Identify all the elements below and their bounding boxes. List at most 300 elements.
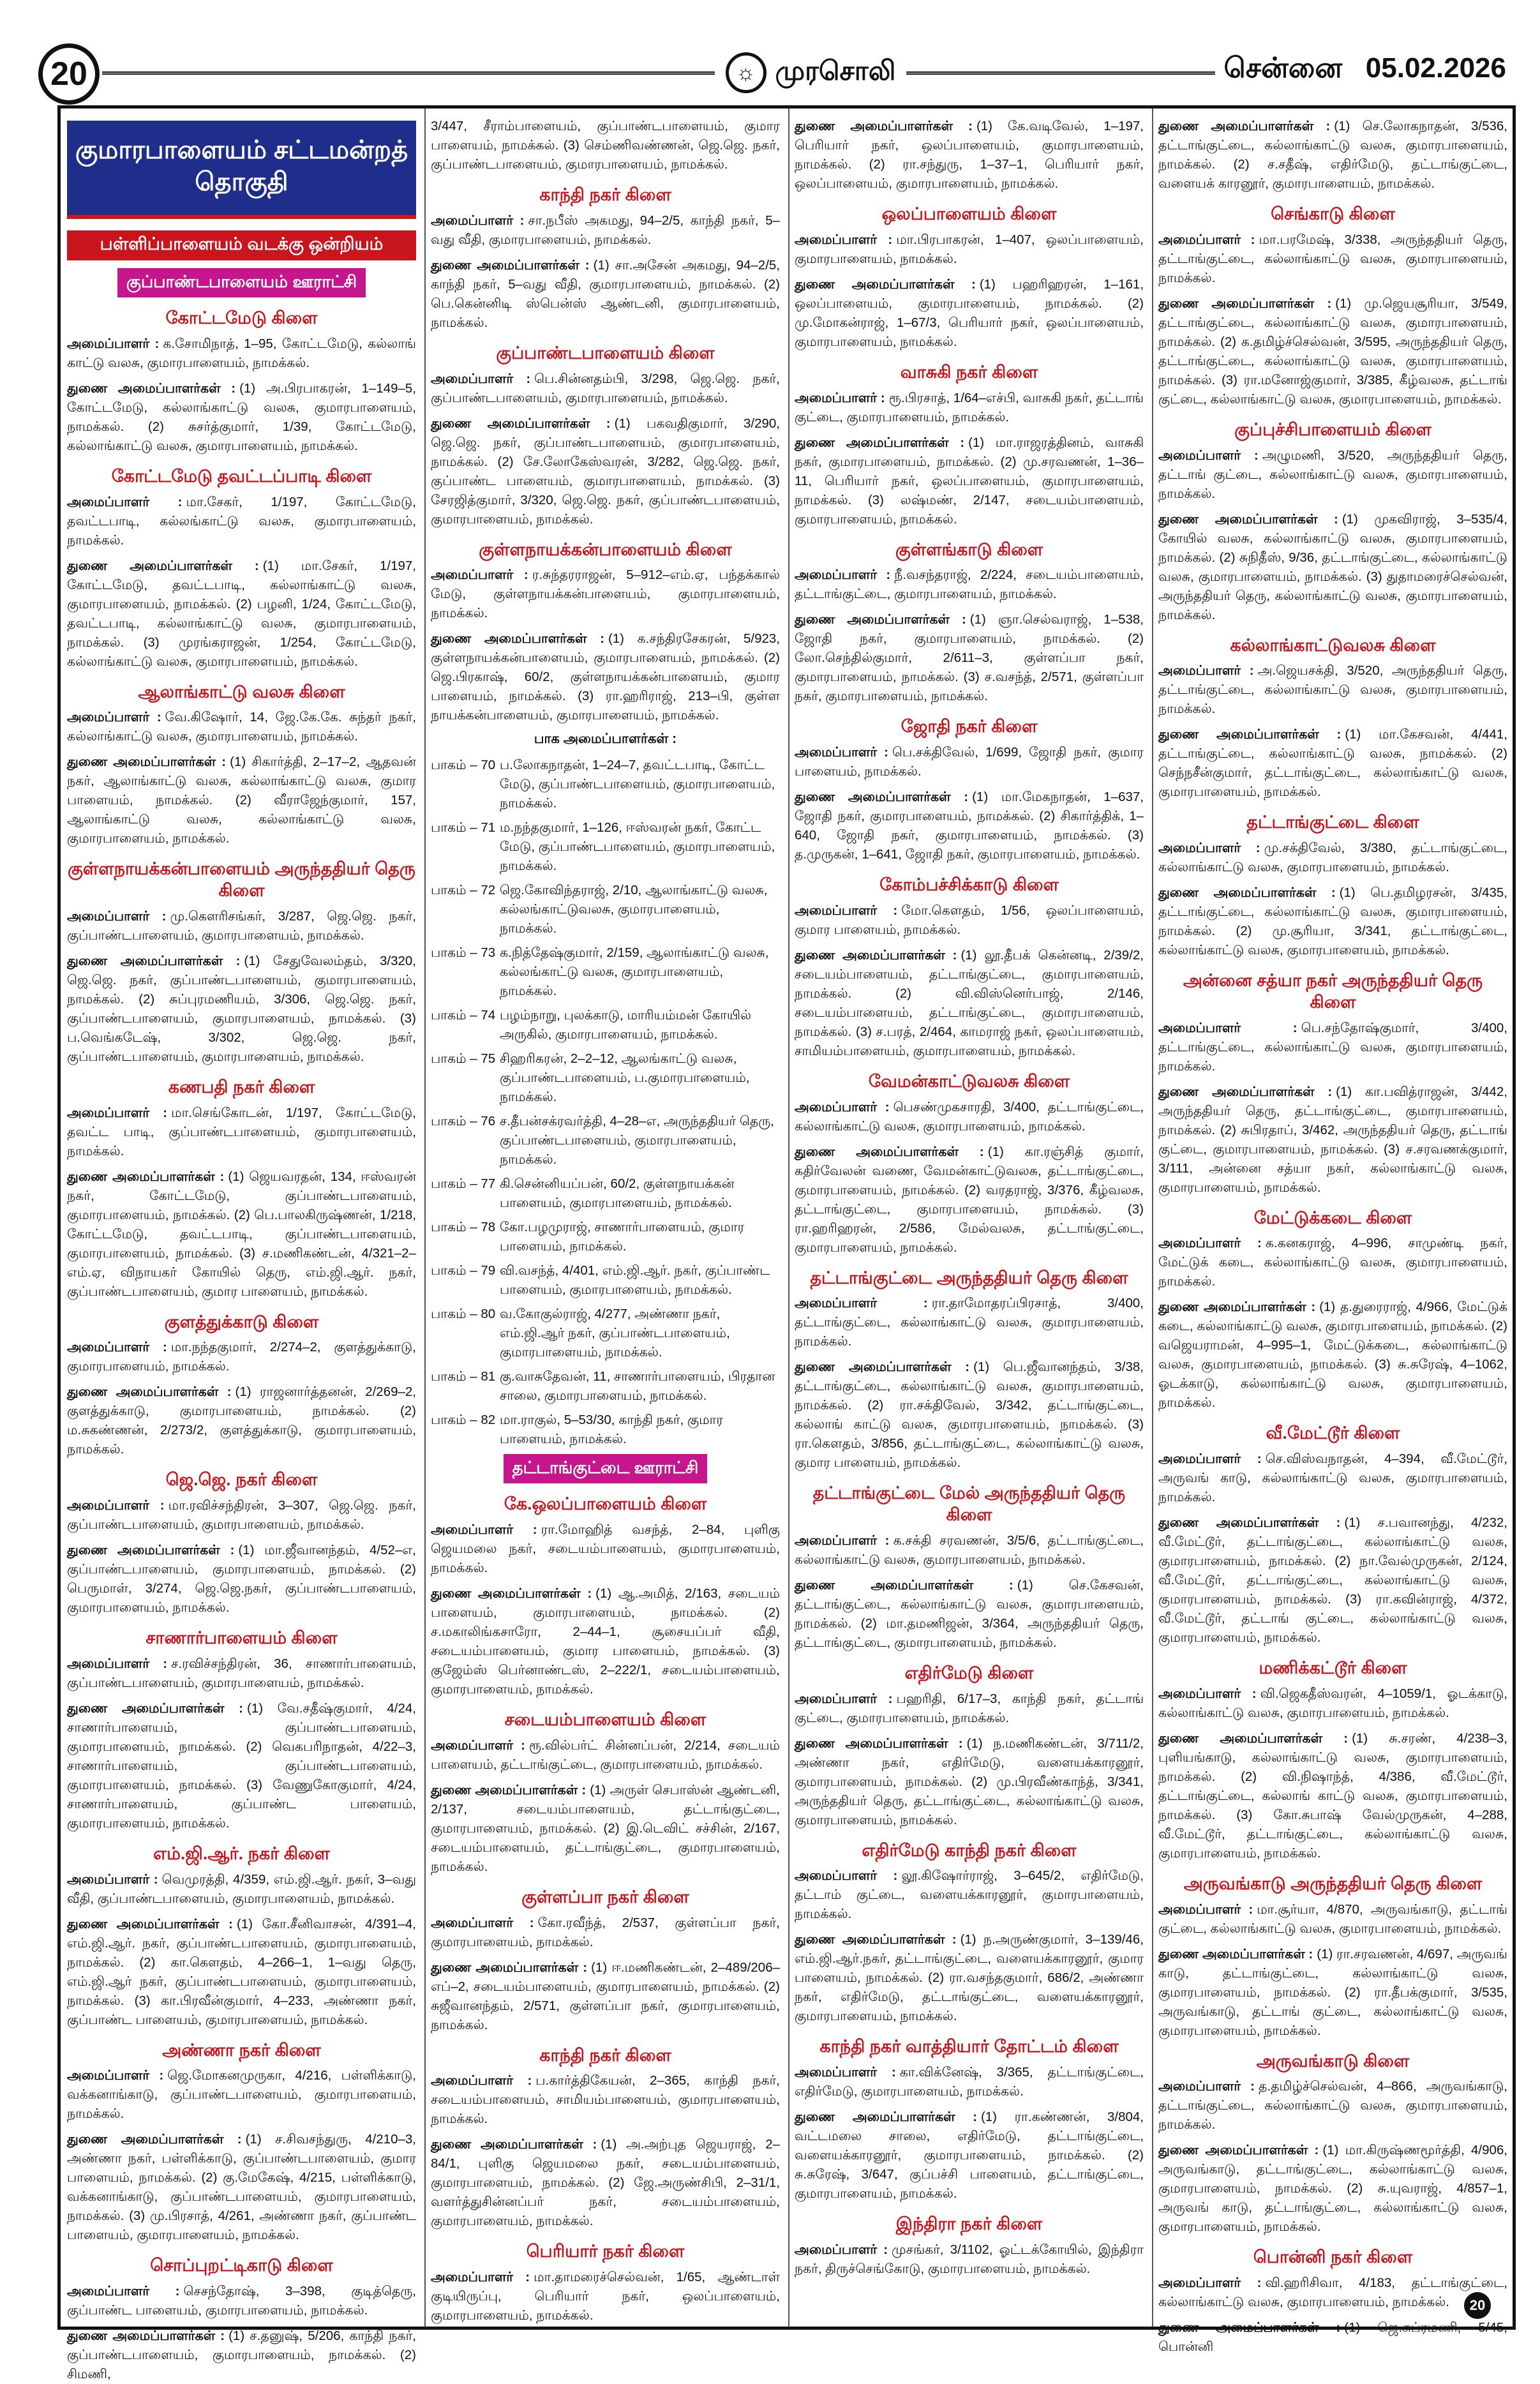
ward-number: பாகம் – 72 bbox=[431, 883, 496, 898]
panchayat-heading: குப்பாண்டபாளையம் ஊராட்சி bbox=[117, 268, 366, 297]
branch-section bbox=[795, 539, 1144, 707]
member-details: ப.கார்த்திகேயன், 2–365, காந்தி நகர், சடையம்பாளையம், சாமியம்பாளையம், குமாரபாளையம், நாமக்கல். bbox=[431, 2073, 780, 2127]
member-entry bbox=[67, 2327, 416, 2384]
ward-number: பாகம் – 71 bbox=[431, 820, 496, 836]
member-details: (1) கா.பவித்ராஜன், 3/442, அருந்ததியர் தெரு, தட்டாங்குட்டை, குமாரபாளையம், நாமக்கல். (2) சுபிரதாப், 3/462, அருந்ததியர் தெரு, தட்டாங் குட்டை, குமாரபாளையம், நாமக்கல். (3) ச.சரவணக்குமார், 3/111, அன்னை சத்யா நகர், கல்லாங்காட்டு வலசு, குமாரபாளையம், நாமக்கல். bbox=[1158, 1084, 1507, 1195]
role-label: துணை அமைப்பாளர்கள் : bbox=[1158, 1946, 1313, 1961]
role-label: துணை அமைப்பாளர்கள் : bbox=[795, 1577, 1013, 1593]
masthead-rule-right bbox=[906, 71, 1264, 75]
member-details: க.சக்தி சரவணன், 3/5/6, தட்டாங்குட்டை, கல்லாங்காட்டு வலசு, குமாரபாளையம், நாமக்கல். bbox=[795, 1533, 1144, 1567]
branch-section bbox=[795, 716, 1144, 864]
member-entry bbox=[1158, 1450, 1507, 1507]
ward-number: பாகம் – 79 bbox=[431, 1263, 496, 1278]
role-label: துணை அமைப்பாளர்கள் : bbox=[67, 1169, 225, 1184]
ward-row bbox=[431, 881, 780, 938]
ward-heading: பாக அமைப்பாளர்கள் : bbox=[534, 731, 677, 747]
member-entry bbox=[795, 946, 1144, 1061]
ward-organiser: மா.ராகுல், 5–53/30, காந்தி நகர், குமார பாளையம், நாமக்கல். bbox=[500, 1413, 723, 1447]
branch-section bbox=[67, 2040, 416, 2245]
role-label: அமைப்பாளர் : bbox=[1158, 2275, 1262, 2290]
member-entry bbox=[795, 788, 1144, 864]
member-details: மு.சக்திவேல், 3/380, தட்டாங்குட்டை, கல்லாங்காட்டு வலசு, குமாரபாளையம், நாமக்கல். bbox=[1158, 841, 1507, 874]
member-entry bbox=[1158, 294, 1507, 409]
role-label: அமைப்பாளர் : bbox=[67, 1656, 168, 1671]
member-details: (1) த.துரைராஜ், 4/966, மேட்டுக் கடை, கல்லாங்காட்டு வலசு, குமாரபாளையம், நாமக்கல். (2) வஜெயராமன், 4–995–1, மேட்டுக்கடை, கல்லாங்காட்டு வலசு, குமாரபாளையம், நாமக்கல். (3) சு.சுரேஷ், 4–1062, ஓடக்காடு, கல்லாங்காட்டு வலசு, குமாரபாளையம், நாமக்கல். bbox=[1158, 1300, 1507, 1411]
ward-number: பாகம் – 75 bbox=[431, 1051, 496, 1067]
branch-section bbox=[1158, 1658, 1507, 1863]
member-entry bbox=[67, 2066, 416, 2124]
branch-section bbox=[431, 184, 780, 333]
role-label: அமைப்பாளர் : bbox=[795, 2242, 888, 2257]
ward-row bbox=[431, 1174, 780, 1213]
role-label: அமைப்பாளர் : bbox=[431, 213, 525, 228]
ward-organiser: சிஹரிகரன், 2–2–12, ஆலங்காட்டு வலசு, குப்பாண்டபாளையம், ப.குமாரபாளையம், நாமக்கல். bbox=[500, 1051, 750, 1105]
branch-title: மணிக்கட்டூர் கிளை bbox=[1259, 1658, 1407, 1677]
member-details: (1) அருள் செபாஸ்ன் ஆண்டனி, 2/137, சடையம்பாளையம், தட்டாங்குட்டை, குமாரபாளையம், நாமக்கல். (2) இ.டெவிட் சச்சின், 2/167, சடையம்பாளையம், தட்டாங்குட்டை, குமாரபாளையம், நாமக்கல். bbox=[431, 1782, 780, 1874]
role-label: அமைப்பாளர் : bbox=[1158, 1020, 1297, 1035]
branch-section bbox=[67, 1843, 416, 2030]
member-entry bbox=[795, 1734, 1144, 1830]
member-entry bbox=[1158, 1729, 1507, 1863]
member-details: (1) கா.ரஞ்சித் குமார், கதிர்வேலன் வணை, வேமன்காட்டுவலசு, தட்டாங்குட்டை, குமாரபாளையம், நாமக்கல். (2) வரதராஜ், 3/376, கீழ்வலசு, தட்டாங்குட்டை, குமாரபாளையம், நாமக்கல். (3) ரா.ஹரிஹரன், 2/586, மேல்வலசு, தட்டாங்குட்டை, குமாரபாளையம், நாமக்கல். bbox=[795, 1144, 1144, 1255]
member-entry bbox=[67, 907, 416, 945]
role-label: அமைப்பாளர் : bbox=[67, 1340, 167, 1355]
role-label: துணை அமைப்பாளர்கள் : bbox=[1158, 1084, 1333, 1099]
role-label: துணை அமைப்பாளர்கள் : bbox=[795, 612, 966, 627]
member-entry bbox=[431, 629, 780, 725]
role-label: துணை அமைப்பாளர்கள் : bbox=[795, 790, 969, 804]
column-4 bbox=[1152, 112, 1511, 2354]
branch-title: காந்தி நகர் வாத்தியார் தோட்டம் கிளை bbox=[819, 2037, 1119, 2057]
role-label: அமைப்பாளர் : bbox=[1158, 1686, 1257, 1701]
branch-title: குள்ளநாயக்கன்பாளையம் அருந்ததியர் தெரு கிளை bbox=[68, 859, 415, 900]
role-label: அமைப்பாளர் : bbox=[67, 1105, 168, 1120]
ward-organiser: ச.தீபன்சக்ரவர்த்தி, 4–28–எ, அருந்ததியர் தெரு, குப்பாண்டபாளையம், குமாரபாளையம், நாமக்கல். bbox=[500, 1114, 774, 1167]
ward-organiser: ஜெ.கோவிந்தராஜ், 2/10, ஆலாங்காட்டு வலசு, கல்லங்காட்டுவலசு, குமாரபாளையம், நாமக்கல். bbox=[500, 883, 768, 936]
branch-section bbox=[67, 308, 416, 456]
role-label: துணை அமைப்பாளர்கள் : bbox=[1158, 1730, 1349, 1746]
member-details: ரா.தாமோதரப்பிரசாத், 3/400, தட்டாங்குட்டை, கல்லாங்காட்டு வலசு, குமாரபாளையம், நாமக்கல். bbox=[795, 1296, 1144, 1349]
role-label: துணை அமைப்பாளர்கள் : bbox=[1158, 119, 1331, 133]
branch-section bbox=[795, 1268, 1144, 1473]
role-label: அமைப்பாளர் : bbox=[1158, 1451, 1262, 1466]
ward-organiser: ப.லோகநாதன், 1–24–7, தவட்டபாடி, கோட்ட மேடு, குப்பாண்டபாளையம், குமாரபாளையம், நாமக்கல். bbox=[500, 758, 775, 811]
ward-organiser: கு.வாசுதேவன், 11, சாணார்பாளையம், பிரதான சாலை, குமாரபாளையம், நாமக்கல். bbox=[500, 1369, 775, 1404]
role-label: துணை அமைப்பாளர்கள் : bbox=[795, 1360, 970, 1375]
member-details: (1) ரா.கண்ணன், 3/804, வட்டமலை சாலை, எதிர்மேடு, தட்டாங்குட்டை, வளையக்காரனூர், குமாரபாளையம், நாமக்கல். (2) சு.சுரேஷ், 3/647, குப்பச்சி பாளையம், தட்டாங்குட்டை, குமாரபாளையம், நாமக்கல். bbox=[795, 2110, 1144, 2201]
member-entry bbox=[67, 1699, 416, 1833]
ward-organiser: கி.சென்னியப்பன், 60/2, குள்ளநாயக்கன் பாளையம், குமாரபாளையம், நாமக்கல். bbox=[500, 1176, 735, 1211]
member-details: (1) மா.ராஜரத்தினம், வாசுகி நகர், குமாரபாளையம், நாமக்கல். (2) மு.சரவணன், 1–36–11, பெரியார் நகர், ஒலப்பாளையம், குமாரபாளையம், நாமக்கல். (3) லஷ்மண், 2/147, சடையம்பாளையம், குமாரபாளையம், நாமக்கல். bbox=[795, 435, 1144, 527]
branch-section bbox=[431, 1709, 780, 1877]
role-label: அமைப்பாளர் : bbox=[1158, 1901, 1253, 1917]
role-label: துணை அமைப்பாளர்கள் : bbox=[431, 257, 590, 273]
role-label: அமைப்பாளர் : bbox=[431, 2073, 532, 2088]
branch-title: கோம்பச்சிக்காடு கிளை bbox=[879, 875, 1059, 894]
member-entry bbox=[431, 211, 780, 250]
ward-organiser: வ.கோகுல்ராஜ், 4/277, அண்ணா நகர், எம்.ஜி.ஆர் நகர், குப்பாண்டபாளையம், குமாரபாளையம், நாமக்கல். bbox=[500, 1307, 730, 1360]
role-label: அமைப்பாளர் : bbox=[795, 1691, 893, 1706]
newspaper-logo bbox=[715, 47, 906, 98]
role-label: அமைப்பாளர் : bbox=[795, 1296, 928, 1311]
member-entry bbox=[1158, 1234, 1507, 1291]
role-label: அமைப்பாளர் : bbox=[795, 567, 891, 583]
branch-section bbox=[795, 1663, 1144, 1830]
role-label: துணை அமைப்பாளர்கள் : bbox=[67, 1543, 235, 1557]
member-details: ரூ.வில்பர்ட் சின்னப்பன், 2/214, சடையம் பாளையம், தட்டாங்குட்டை, குமாரபாளையம், நாமக்கல். bbox=[431, 1737, 780, 1772]
role-label: துணை அமைப்பாளர்கள் : bbox=[795, 435, 965, 450]
member-entry bbox=[1158, 1019, 1507, 1076]
role-label: அமைப்பாளர் : bbox=[1158, 232, 1255, 247]
role-label: அமைப்பாளர் : bbox=[795, 1099, 890, 1114]
branch-section bbox=[431, 2241, 780, 2325]
role-label: அமைப்பாளர் : bbox=[431, 2270, 530, 2284]
member-entry bbox=[431, 1781, 780, 1877]
member-details: (1) செ.லோகநாதன், 3/536, தட்டாங்குட்டை, கல்லாங்காட்டு வலசு, குமாரபாளையம், நாமக்கல். (2) ச.சதீஷ், எதிர்மேடு, தட்டாங்குட்டை, வளையக் காரனூர், குமாரபாளையம், நாமக்கல். bbox=[1158, 119, 1507, 191]
branch-title: எம்.ஜி.ஆர். நகர் கிளை bbox=[153, 1843, 330, 1863]
member-details: (1) அ.பிரபாகரன், 1–149–5, கோட்டமேடு, கல்லாங்காட்டு வலசு, குமாரபாளையம், நாமக்கல். (2) சுசர்த்குமார், 1/39, கோட்டமேடு, கல்லாங்காட்டு வலசு, குமாரபாளையம், நாமக்கல். bbox=[67, 380, 416, 453]
member-entry bbox=[1158, 510, 1507, 625]
member-details: (1) மா.ஜீவானந்தம், 4/52–எ, குப்பாண்டபாளையம், குமாரபாளையம், நாமக்கல். (2) பெருமாள், 3/274, ஜெ.ஜெ.நகர், குப்பாண்டபாளையம், குமாரபாளையம், நாமக்கல். bbox=[67, 1543, 416, 1615]
dateline bbox=[1215, 52, 1507, 88]
member-details: (1) வே.சதீஷ்குமார், 4/24, சாணார்பாளையம், குப்பாண்டபாளையம், குமாரபாளையம், நாமக்கல். (2) வெகபரிநாதன், 4/22–3, சாணார்பாளையம், குப்பாண்டபாளையம், குமாரபாளையம், நாமக்கல். (3) வேணுகோகுமார், 4/24, சாணார்பாளையம், குப்பாண்ட பாளையம், குமாரபாளையம், நாமக்கல். bbox=[67, 1700, 416, 1831]
branch-section bbox=[1158, 635, 1507, 802]
role-label: துணை அமைப்பாளர்கள் : bbox=[795, 1932, 957, 1947]
role-label: துணை அமைப்பாளர்கள் : bbox=[795, 276, 976, 292]
member-details: (1) ஜெ.சுப்ரமணி, 5/45, பொன்னி bbox=[1158, 2320, 1508, 2354]
member-details: ச.ரவிச்சந்திரன், 36, சாணார்பாளையம், குப்பாண்டபாளையம், குமாரபாளையம், நாமக்கல். bbox=[67, 1656, 416, 1690]
branch-title: சொப்புறட்டிகாடு கிளை bbox=[150, 2256, 333, 2275]
member-details: ஜெ.மோகனமுருகா, 4/216, பள்ளிக்காடு, வக்கனாங்காடு, குப்பாண்டபாளையம், குமாரபாளையம், நாமக்கல். bbox=[67, 2068, 416, 2122]
role-label: அமைப்பாளர் : bbox=[67, 336, 160, 351]
member-details: (1) சா.அசேன் அகமது, 94–2/5, காந்தி நகர், 5–வது வீதி, குமாரபாளையம், நாமக்கல். (2) பெ.கென்னிடி ஸ்பென்ஸ் ஆண்டனி, குமாரபாளையம், நாமக்கல். bbox=[431, 257, 780, 330]
branch-section bbox=[67, 2255, 416, 2384]
member-details: (1) ஈ.மணிகண்டன், 2–489/206–எப்–2, சடையம்பாளையம், குமாரபாளையம், நாமக்கல். (2) சுஜீவானந்தம், 2/571, குள்ளப்பா நகர், குமாரபாளையம், நாமக்கல். bbox=[431, 1960, 780, 2032]
member-entry bbox=[1158, 1083, 1507, 1197]
role-label: துணை அமைப்பாளர்கள் : bbox=[67, 380, 236, 396]
member-details: அ.ஜெயசக்தி, 3/520, அருந்ததியர் தெரு, தட்டாங்குட்டை, கல்லாங்காட்டு வலசு, குமாரபாளையம், நாமக்கல். bbox=[1158, 663, 1507, 717]
role-label: அமைப்பாளர் : bbox=[1158, 2079, 1255, 2094]
role-label: துணை அமைப்பாளர்கள் : bbox=[431, 1960, 588, 1975]
member-details: (1) ச.தனுஷ், 5/206, காந்தி நகர், குப்பாண்டபாளையம், குமாரபாளையம், நாமக்கல். (2) சிமணி, bbox=[67, 2328, 416, 2381]
member-entry bbox=[795, 2240, 1144, 2279]
role-label: துணை அமைப்பாளர்கள் : bbox=[795, 119, 973, 133]
member-details: முசங்கர், 3/1102, ஓட்டக்கோயில், இந்திரா நகர், திருச்செங்கோடு, குமாரபாளையம், நாமக்கல். bbox=[795, 2242, 1144, 2276]
role-label: அமைப்பாளர் : bbox=[431, 567, 528, 583]
member-details: க.கனகராஜ், 4–996, சாமுண்டி நகர், மேட்டுக் கடை, கல்லாங்காட்டு வலசு, குமாரபாளையம், நாமக்கல். bbox=[1158, 1236, 1507, 1289]
member-entry bbox=[795, 1294, 1144, 1351]
branch-section bbox=[1158, 2051, 1507, 2237]
branch-title: தட்டாங்குட்டை மேல் அருந்ததியர் தெரு கிளை bbox=[812, 1483, 1126, 1524]
member-details: த.தமிழ்ச்செல்வன், 4–866, அருவங்காடு, தட்டாங்குட்டை, கல்லாங்காட்டு வலசு, குமாரபாளையம், நாமக்கல். bbox=[1158, 2079, 1507, 2133]
member-details: (1) செ.கேசவன், தட்டாங்குட்டை, கல்லாங்காட்டு வலசு, குமாரபாளையம், நாமக்கல். (2) மா.தமணிஜன், 3/364, அருந்ததியர் தெரு, தட்டாங்குட்டை, குமாரபாளையம், நாமக்கல். bbox=[795, 1577, 1144, 1650]
branch-title: எதிர்மேடு காந்தி நகர் கிளை bbox=[862, 1840, 1077, 1860]
member-entry bbox=[431, 2268, 780, 2325]
member-details: (1) ஆ.அமித், 2/163, சடையம் பாளையம், குமாரபாளையம், நாமக்கல். (2) ச.மகாலிங்கசாரோ, 2–44–1, சூசையப்பர் வீதி, சடையம்பாளையம், குமார பாளையம், நாமக்கல். (3) குஜேம்ஸ் பெர்னாண்டஸ், 2–222/1, சடையம்பாளையம், குமாரபாளையம், நாமக்கல். bbox=[431, 1586, 780, 1697]
branch-section bbox=[1158, 419, 1507, 625]
member-details: மு.கௌரிசங்கர், 3/287, ஜெ.ஜெ. நகர், குப்பாண்டபாளையம், குமாரபாளையம், நாமக்கல். bbox=[67, 908, 416, 943]
member-entry bbox=[431, 566, 780, 623]
member-details: (1) கோ.சீனிவாசன், 4/391–4, எம்.ஜி.ஆர். நகர், குப்பாண்டபாளையம், குமாரபாளையம், நாமக்கல். (2) கா.கௌதம், 4–266–1, 1–வது தெரு, எம்.ஜி.ஆர் நகர், குப்பாண்டபாளையம், குமாரபாளையம், நாமக்கல். (3) கா.பிரவீன்குமார், 4–233, அண்ணா நகர், குப்பாண்ட பாளையம், குமாரபாளையம், நாமக்கல். bbox=[67, 1916, 416, 2027]
member-entry bbox=[795, 1531, 1144, 1570]
role-label: துணை அமைப்பாளர்கள் : bbox=[67, 953, 241, 968]
member-details: (1) பெ.ஜீவானந்தம், 3/38, தட்டாங்குட்டை, கல்லாங்காட்டு வலசு, குமாரபாளையம், நாமக்கல். (2) ரா.சக்திவேல், 3/342, தட்டாங்குட்டை, கல்லாங் காட்டு வலசு, குமாரபாளையம், நாமக்கல். (3) ரா.கௌதம், 3/856, தட்டாங்குட்டை, கல்லாங்காட்டு வலசு, குமார பாளையம், நாமக்கல். bbox=[795, 1360, 1144, 1471]
member-entry bbox=[795, 389, 1144, 427]
branch-title: அன்னை சத்யா நகர் அருந்ததியர் தெரு கிளை bbox=[1183, 971, 1483, 1012]
role-label: துணை அமைப்பாளர்கள் : bbox=[431, 2137, 597, 2152]
member-details: (1) ந.மணிகண்டன், 3/711/2, அண்ணா நகர், எதிர்மேடு, வளையக்காரனூர், குமாரபாளையம், நாமக்கல். (2) மு.பிரவீண்காந்த், 3/341, அருந்ததியர் தெரு, தட்டாங்குட்டை, கல்லாங்காட்டு வலசு, குமாரபாளையம், நாமக்கல். bbox=[795, 1736, 1144, 1827]
branch-section bbox=[1158, 1873, 1507, 2041]
role-label: அமைப்பாளர் : bbox=[67, 908, 167, 924]
member-entry bbox=[431, 2071, 780, 2129]
branch-section bbox=[67, 1312, 416, 1460]
ward-row bbox=[431, 1305, 780, 1362]
role-label: துணை அமைப்பாளர்கள் : bbox=[67, 1384, 232, 1400]
role-label: துணை அமைப்பாளர்கள் : bbox=[1158, 511, 1338, 527]
branch-section bbox=[431, 1887, 780, 2035]
role-label: துணை அமைப்பாளர்கள் : bbox=[431, 1586, 592, 1601]
member-entry bbox=[67, 1654, 416, 1693]
role-label: அமைப்பாளர் : bbox=[795, 1868, 898, 1884]
member-entry bbox=[67, 1167, 416, 1301]
role-label: துணை அமைப்பாளர்கள் : bbox=[1158, 2143, 1319, 2158]
member-entry bbox=[431, 1958, 780, 2035]
member-details: லூ.கிஷோர்ராஜ், 3–645/2, எதிர்மேடு, தட்டாம் குட்டை, வளையக்காரனூர், குமாரபாளையம், நாமக்கல். bbox=[795, 1868, 1144, 1922]
branch-section bbox=[795, 2214, 1144, 2279]
member-entry bbox=[67, 1496, 416, 1534]
branch-title: குள்ளநாயக்கன்பாளையம் கிளை bbox=[479, 539, 732, 559]
member-entry bbox=[67, 1915, 416, 2030]
member-details: (1) ராஜனார்த்தனன், 2/269–2, குளத்துக்காடு, குமாரபாளையம், நாமக்கல். (2) ம.சுகண்ணன், 2/273/2, குளத்துக்காடு, குமாரபாளையம், நாமக்கல். bbox=[67, 1384, 416, 1457]
member-details: (1) சு.சரண், 4/238–3, புளியங்காடு, கல்லாங்காட்டு வலசு, குமாரபாளையம், நாமக்கல். (2) வி.நிஷாந்த், 4/386, வீ.மேட்டூர், தட்டாங்குட்டை, கல்லாங் காட்டு வலசு, குமாரபாளையம், நாமக்கல். (3) கோ.சுபாஷ் வேல்முருகன், 4–288, வீ.மேட்டூர், தட்டாங்குட்டை, கல்லாங்காட்டு வலசு, குமாரபாளையம், நாமக்கல். bbox=[1158, 1730, 1507, 1861]
article-frame bbox=[57, 105, 1516, 2381]
ward-number: பாகம் – 70 bbox=[431, 758, 496, 773]
branch-title: பொன்னி நகர் கிளை bbox=[1253, 2247, 1413, 2267]
member-entry bbox=[1158, 2077, 1507, 2134]
role-label: துணை அமைப்பாளர்கள் : bbox=[1158, 2320, 1341, 2335]
member-details: (1) பெ.தமிழரசன், 3/435, தட்டாங்குட்டை, கல்லாங்காட்டு வலசு, குமாரபாளையம், நாமக்கல். (2) மு.சூரியா, 3/341, தட்டாங்குட்டை, கல்லாங்காட்டு வலசு, குமாரபாளையம், நாமக்கல். bbox=[1158, 885, 1507, 957]
branch-title: காந்தி நகர் கிளை bbox=[539, 2045, 671, 2065]
member-details: (1) முகவிராஜ், 3–535/4, கோயில் வலசு, கல்லாங்காட்டு வலசு, குமாரபாளையம், நாமக்கல். (2) சுநிதீஸ், 9/36, தட்டாங்குட்டை, கல்லாங்காட்டு வலசு, குமாரபாளையம், நாமக்கல். (3) துதாமரைச்செல்வன், அருந்ததியர் தெரு, கல்லாங்காட்டு வலசு, குமாரபாளையம், நாமக்கல். bbox=[1158, 511, 1507, 622]
role-label: அமைப்பாளர் : bbox=[1158, 1236, 1262, 1251]
branch-section bbox=[67, 1469, 416, 1617]
member-entry bbox=[795, 1576, 1144, 1653]
member-entry bbox=[1158, 446, 1507, 504]
member-entry bbox=[67, 493, 416, 550]
member-entry bbox=[431, 256, 780, 333]
constituency-title: குமாரபாளையம் சட்டமன்றத் தொகுதி bbox=[67, 121, 416, 219]
continued-text: 3/447, சீராம்பாளையம், குப்பாண்டபாளையம், குமார பாளையம், நாமக்கல். (3) செம்ணிவண்ணன், ஜெ.ஜெ. நகர், குப்பாண்டபாளையம், குமாரபாளையம், நாமக்கல். bbox=[431, 119, 780, 172]
role-label: அமைப்பாளர் : bbox=[67, 2284, 180, 2298]
union-heading: பள்ளிப்பாளையம் வடக்கு ஒன்றியம் bbox=[67, 230, 416, 260]
member-entry bbox=[795, 743, 1144, 781]
ward-row bbox=[431, 1049, 780, 1107]
branch-section bbox=[1158, 970, 1507, 1197]
ward-number: பாகம் – 80 bbox=[431, 1307, 496, 1322]
member-details: செ.விஸ்வநாதன், 4–394, வீ.மேட்டூர், அருவங் காடு, கல்லாங்காட்டு வலசு, குமாரபாளையம், நாமக்கல். bbox=[1158, 1451, 1507, 1504]
role-label: துணை அமைப்பாளர்கள் : bbox=[431, 1782, 587, 1797]
member-entry bbox=[431, 1520, 780, 1578]
member-details: வெமுரத்தி, 4/359, எம்.ஜி.ஆர். நகர், 3–வது வீதி, குப்பாண்டபாளையம், குமாரபாளையம், நாமக்கல். bbox=[67, 1871, 416, 1906]
member-entry bbox=[67, 334, 416, 373]
member-details: வி.ஹரிசிவா, 4/183, தட்டாங்குட்டை, கல்லாங்காட்டு வலசு, குமாரபாளையம், நாமக்கல். bbox=[1158, 2275, 1507, 2309]
member-details: (1) ச.பவானந்து, 4/232, வீ.மேட்டூர், தட்டாங்குட்டை, கல்லாங்காட்டு வலசு, குமாரபாளையம், நாமக்கல். (2) நா.வேல்முருகன், 2/124, வீ.மேட்டூர், தட்டாங்குட்டை, கல்லாங்காட்டு வலசு, குமாரபாளையம், நாமக்கல். (3) ரா.கவின்ராஜ், 4/372, வீ.மேட்டூர், தட்டாங் குட்டை, கல்லாங்காட்டு வலசு, குமாரபாளையம், நாமக்கல். bbox=[1158, 1515, 1507, 1645]
branch-section bbox=[431, 343, 780, 529]
role-label: அமைப்பாளர் : bbox=[67, 1498, 165, 1513]
member-details: (1) கே.வடிவேல், 1–197, பெரியார் நகர், ஒலப்பாளையம், குமாரபாளையம், நாமக்கல். (2) ரா.சந்துரு, 1–37–1, பெரியார் நகர், ஒலப்பாளையம், குமாரபாளையம், நாமக்கல். bbox=[795, 119, 1144, 191]
member-entry bbox=[795, 1098, 1144, 1136]
branch-section bbox=[67, 682, 416, 849]
role-label: துணை அமைப்பாளர்கள் : bbox=[67, 2328, 225, 2343]
member-entry bbox=[67, 1541, 416, 1617]
member-entry bbox=[795, 1930, 1144, 2026]
branch-section bbox=[795, 1071, 1144, 1257]
panchayat-heading: தட்டாங்குட்டை ஊராட்சி bbox=[504, 1454, 708, 1483]
member-details: (1) ஞா.செல்வராஜ், 1–538, ஜோதி நகர், குமாரபாளையம், நாமக்கல். (2) லோ.செந்தில்குமார், 2/611–3, குள்ளப்பா நகர், குமாரபாளையம், நாமக்கல். (3) ச.வசந்த், 2/571, குள்ளப்பா நகர், குமாரபாளையம், நாமக்கல். bbox=[795, 612, 1144, 704]
member-entry bbox=[795, 1358, 1144, 1473]
branch-section bbox=[67, 858, 416, 1067]
member-details: பெ.சந்தோஷ்குமார், 3/400, தட்டாங்குட்டை, கல்லாங்காட்டு வலசு, குமாரபாளையம், நாமக்கல். bbox=[1158, 1020, 1507, 1074]
role-label: அமைப்பாளர் : bbox=[67, 494, 183, 509]
branch-title: கல்லாங்காட்டுவலசு கிளை bbox=[1230, 635, 1436, 655]
branch-title: அருவங்காடு அருந்ததியர் தெரு கிளை bbox=[1183, 1873, 1483, 1893]
member-entry bbox=[431, 1914, 780, 1952]
branch-section bbox=[1158, 1208, 1507, 1413]
branch-section bbox=[795, 874, 1144, 1061]
role-label: துணை அமைப்பாளர்கள் : bbox=[1158, 885, 1336, 900]
branch-title: ஜோதி நகர் கிளை bbox=[901, 717, 1038, 737]
member-entry bbox=[67, 379, 416, 456]
member-entry bbox=[431, 414, 780, 529]
member-entry bbox=[795, 1143, 1144, 1257]
member-entry bbox=[67, 1338, 416, 1376]
ward-number: பாகம் – 73 bbox=[431, 945, 496, 961]
member-entry bbox=[795, 566, 1144, 604]
role-label: துணை அமைப்பாளர்கள் : bbox=[431, 631, 604, 647]
member-details: அழுமணி, 3/520, அருந்ததியர் தெரு, தட்டாங் குட்டை, கல்லாங்காட்டு வலசு, குமாரபாளையம், நாமக்கல். bbox=[1158, 447, 1507, 501]
ward-row bbox=[431, 1261, 780, 1300]
role-label: அமைப்பாளர் : bbox=[67, 710, 161, 725]
branch-section bbox=[795, 1483, 1144, 1653]
branch-section bbox=[431, 2045, 780, 2231]
branch-title: கோட்டமேடு கிளை bbox=[165, 308, 318, 327]
member-details: சா.நபீஸ் அகமது, 94–2/5, காந்தி நகர், 5–வது வீதி, குமாரபாளையம், நாமக்கல். bbox=[431, 213, 780, 247]
member-details: (1) ஜெயவரதன், 134, ஈஸ்வரன் நகர், கோட்டமேடு, குப்பாண்டபாளையம், குமாரபாளையம், நாமக்கல். (2) பெ.பாலகிருஷ்ணன், 1/218, கோட்டமேடு, தவட்டபாடி, குப்பாண்டபாளையம், குமாரபாளையம், நாமக்கல். (3) ச.மணிகண்டன், 4/321–2–எம்.ஏ, விநாயகர் கோயில் தெரு, எம்.ஜி.ஆர். நகர், குப்பாண்டபாளையம், குமார பாளையம், நாமக்கல். bbox=[67, 1169, 416, 1299]
ward-organisers bbox=[431, 731, 780, 1449]
ward-row bbox=[431, 1006, 780, 1044]
member-entry bbox=[67, 2130, 416, 2245]
ward-row bbox=[431, 1367, 780, 1406]
role-label: துணை அமைப்பாளர்கள் : bbox=[1158, 1515, 1341, 1530]
branch-title: எதிர்மேடு கிளை bbox=[904, 1663, 1034, 1683]
ward-row bbox=[431, 756, 780, 813]
role-label: துணை அமைப்பாளர்கள் : bbox=[795, 947, 957, 963]
branch-title: பெரியார் நகர் கிளை bbox=[526, 2242, 685, 2261]
member-entry bbox=[1158, 2141, 1507, 2237]
ward-number: பாகம் – 78 bbox=[431, 1220, 496, 1235]
branch-title: தட்டாங்குட்டை அருந்ததியர் தெரு கிளை bbox=[810, 1268, 1128, 1287]
role-label: அமைப்பாளர் : bbox=[431, 1915, 534, 1930]
member-entry bbox=[1158, 725, 1507, 802]
branch-section bbox=[795, 362, 1144, 529]
member-details: மா.பரமேஷ், 3/338, அருந்ததியர் தெரு, தட்டாங்குட்டை, கல்லாங்காட்டு வலசு, குமாரபாளையம், நாமக்கல். bbox=[1158, 232, 1507, 285]
member-details: (1) மா.கிருஷ்ணமூர்த்தி, 4/906, அருவங்காடு, தட்டாங்குட்டை, கல்லாங்காட்டு வலசு, குமாரபாளையம், நாமக்கல். (2) சு.யுவராஜ், 4/857–1, அருவங் காடு, தட்டாங்குட்டை, கல்லாங்காட்டு வலசு, குமாரபாளையம், நாமக்கல். bbox=[1158, 2143, 1507, 2235]
ward-organiser: வி.வசந்த், 4/401, எம்.ஜி.ஆர். நகர், குப்பாண்ட பாளையம், குமாரபாளையம், நாமக்கல். bbox=[500, 1263, 770, 1298]
branch-title: குப்புச்சிபாளையம் கிளை bbox=[1234, 419, 1432, 439]
branch-title: இந்திரா நகர் கிளை bbox=[895, 2214, 1043, 2233]
branch-section bbox=[67, 1628, 416, 1833]
member-entry bbox=[1158, 1684, 1507, 1723]
branch-title: வேமன்காட்டுவலசு கிளை bbox=[868, 1071, 1070, 1091]
member-details: மா.சூர்யா, 4/870, அருவங்காடு, தட்டாங் குட்டை, கல்லாங்காட்டு வலசு, குமாரபாளையம், நாமக்கல். bbox=[1158, 1901, 1507, 1936]
branch-section bbox=[67, 466, 416, 671]
member-entry bbox=[1158, 839, 1507, 877]
role-label: துணை அமைப்பாளர்கள் : bbox=[67, 754, 227, 770]
branch-section bbox=[1158, 1423, 1507, 1647]
branch-title: ஆலாங்காட்டு வலசு கிளை bbox=[138, 682, 345, 701]
branch-section bbox=[67, 1077, 416, 1301]
member-details: பெ.சின்னதம்பி, 3/298, ஜெ.ஜெ. நகர், குப்பாண்டபாளையம், குமாரபாளையம், நாமக்கல். bbox=[431, 371, 780, 405]
member-entry bbox=[795, 610, 1144, 706]
member-details: ர.சுந்தரராஜன், 5–912–எம்.ஏ, பந்தக்கால் மேடு, குள்ளநாயக்கன்பாளையம், குமாரபாளையம், நாமக்கல். bbox=[431, 567, 780, 621]
member-entry bbox=[67, 557, 416, 671]
member-entry bbox=[67, 2282, 416, 2320]
member-entry bbox=[795, 1690, 1144, 1728]
role-label: அமைப்பாளர் : bbox=[1158, 447, 1259, 463]
branch-title: ஜெ.ஜெ. நகர் கிளை bbox=[165, 1470, 318, 1490]
column-1 bbox=[61, 112, 420, 2381]
ward-number: பாகம் – 82 bbox=[431, 1413, 496, 1428]
member-details: செசந்தோஷ், 3–398, குடித்தெரு, குப்பாண்ட பாளையம், குமாரபாளையம், நாமக்கல். bbox=[67, 2284, 416, 2318]
role-label: துணை அமைப்பாளர்கள் : bbox=[1158, 296, 1332, 311]
role-label: அமைப்பாளர் : bbox=[431, 1737, 525, 1753]
branch-title: சாணார்பாளையம் கிளை bbox=[146, 1628, 338, 1647]
branch-title: குப்பாண்டபாளையம் கிளை bbox=[496, 343, 715, 363]
role-label: துணை அமைப்பாளர்கள் : bbox=[67, 558, 259, 573]
role-label: அமைப்பாளர் : bbox=[1158, 841, 1260, 855]
masthead bbox=[38, 38, 1506, 115]
footer-page-number: 20 bbox=[1464, 2292, 1491, 2319]
member-details: (1) பஹரிஹரன், 1–161, ஒலப்பாளையம், குமாரபாளையம், நாமக்கல். (2) மு.மோகன்ராஜ், 1–67/3, பெரியார் நகர், ஒலப்பாளையம், குமாரபாளையம், நாமக்கல். bbox=[795, 276, 1144, 349]
member-details: (1) அ.அற்புத ஜெயராஜ், 2–84/1, புளிகு ஜெயமலை நகர், சடையம்பாளையம், குமாரபாளையம், நாமக்கல். (2) ஜே.அருண்சிபி, 2–31/1, வளர்த்துசின்னப்பர் நகர், சடையம்பாளையம், குமாரபாளையம், நாமக்கல். bbox=[431, 2137, 780, 2229]
ward-row bbox=[431, 1112, 780, 1169]
member-details: (1) க.சந்திரசேகரன், 5/923, குள்ளநாயக்கன்பாளையம், குமாரபாளையம், நாமக்கல். (2) ஜெ.பிரகாஷ், 60/2, குள்ளநாயக்கன்பாளையம், குமார பாளையம், நாமக்கல். (3) ரா.ஹரிராஜ், 213–பி, குள்ள நாயக்கன்பாளையம், குமாரபாளையம், நாமக்கல். bbox=[431, 631, 780, 723]
member-details: க.சோமிநாத், 1–95, கோட்டமேடு, கல்லாங் காட்டு வலசு, குமாரபாளையம், நாமக்கல். bbox=[67, 336, 416, 370]
member-entry bbox=[1158, 1298, 1507, 1413]
role-label: அமைப்பாளர் : bbox=[67, 2068, 164, 2083]
newspaper-name: முரசொலி bbox=[775, 56, 896, 86]
member-details: மா.ரவிச்சந்திரன், 3–307, ஜெ.ஜெ. நகர், குப்பாண்டபாளையம், குமாரபாளையம், நாமக்கல். bbox=[67, 1498, 416, 1532]
member-entry bbox=[795, 433, 1144, 529]
branch-title: கே.ஒலப்பாளையம் கிளை bbox=[504, 1494, 707, 1514]
member-entry bbox=[67, 1104, 416, 1161]
member-entry bbox=[1158, 661, 1507, 719]
role-label: துணை அமைப்பாளர்கள் : bbox=[67, 1700, 243, 1716]
member-details: பஹரிதி, 6/17–3, காந்தி நகர், தட்டாங் குட்டை, குமாரபாளையம், நாமக்கல். bbox=[795, 1691, 1144, 1725]
role-label: அமைப்பாளர் : bbox=[795, 232, 893, 247]
member-entry bbox=[1158, 230, 1507, 288]
ward-row bbox=[431, 1411, 780, 1449]
member-entry bbox=[795, 275, 1144, 352]
member-details: பெசண்முகசாரதி, 3/400, தட்டாங்குட்டை, கல்லாங்காட்டு வலசு, குமாரபாளையம், நாமக்கல். bbox=[795, 1099, 1144, 1134]
member-details: கா.விக்னேஷ், 3/365, தட்டாங்குட்டை, எதிர்மேடு, குமாரபாளையம், நாமக்கல். bbox=[795, 2065, 1144, 2099]
member-entry bbox=[67, 708, 416, 746]
member-details: (1) பகவதிகுமார், 3/290, ஜெ.ஜெ. நகர், குப்பாண்டபாளையம், குமாரபாளையம், நாமக்கல். (2) சே.லோகேஸ்வரன், 3/282, ஜெ.ஜெ. நகர், குப்பாண்ட பாளையம், குமாரபாளையம், நாமக்கல். (3) சேரஜித்குமார், 3/320, ஜெ.ஜெ. நகர், குப்பாண்டபாளையம், குமாரபாளையம், நாமக்கல். bbox=[431, 416, 781, 527]
member-details: (1) மா.கேசவன், 4/441, தட்டாங்குட்டை, கல்லாங்காட்டு வலசு, நாமக்கல். (2) செந்நசீன்குமார், தட்டாங்குட்டை, கல்லாங்காட்டு வலசு, குமாரபாளையம், நாமக்கல். bbox=[1158, 727, 1508, 800]
branch-title: கோட்டமேடு தவட்டப்பாடி கிளை bbox=[111, 466, 372, 486]
role-label: அமைப்பாளர் : bbox=[1158, 663, 1254, 678]
member-entry bbox=[1158, 1945, 1507, 2041]
